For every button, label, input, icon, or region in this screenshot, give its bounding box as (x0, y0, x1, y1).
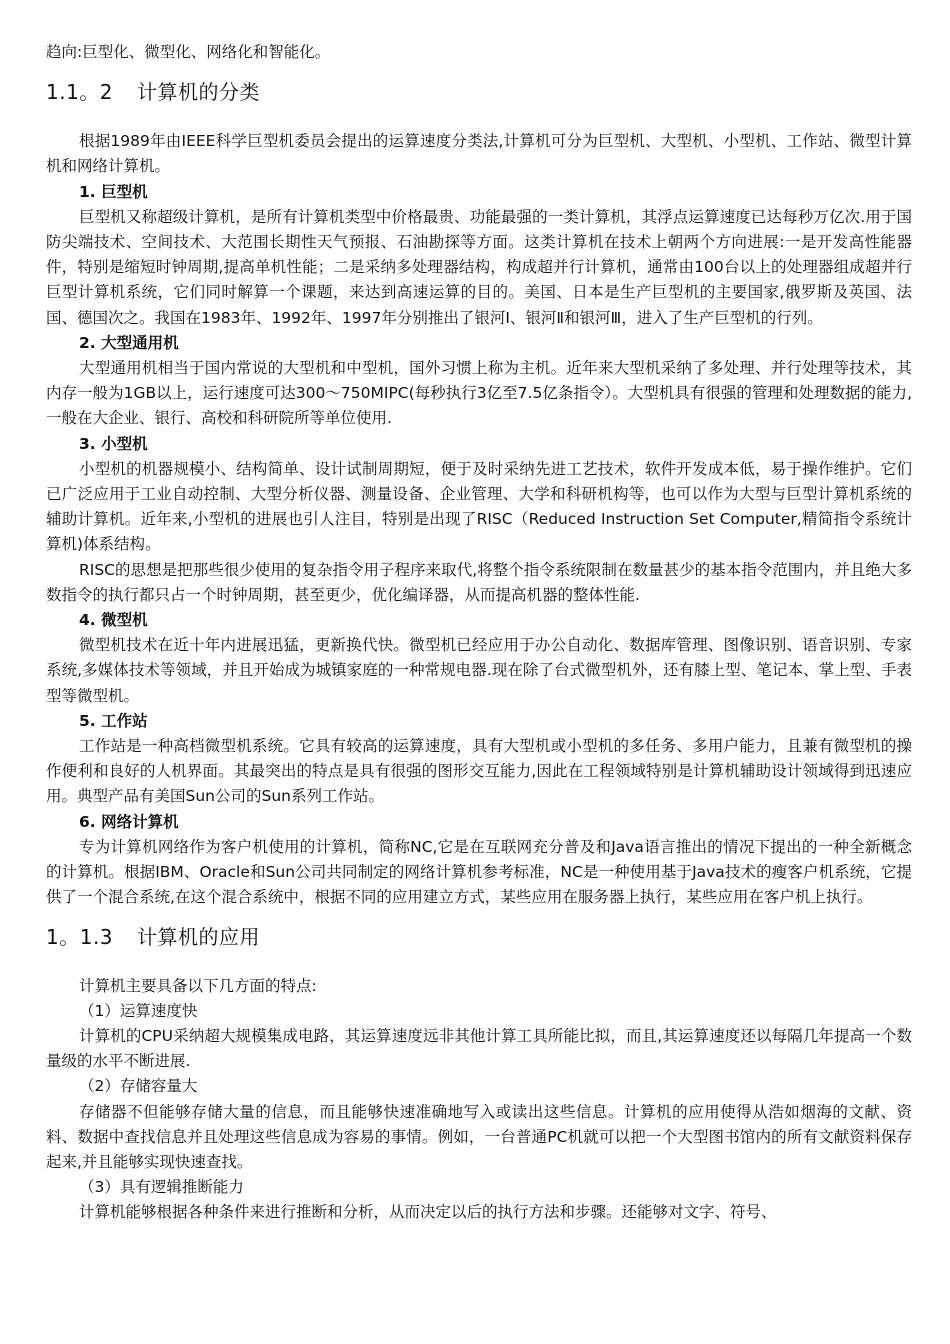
paragraph-network-computer: 专为计算机网络作为客户机使用的计算机，简称NC,它是在互联网充分普及和Java语言推出的情况下提出的一种全新概念的计算机。根据IBM、Oracle和Sun公司共同制定的网络计算机参考标准，NC是一种使用基于Java技术的瘦客户机系统，它提供了一个混合系统,在这个混合系统中，根据不同的应用建立方式，某些应用在服务器上执行，某些应用在客户机上执行。 (46, 837, 912, 907)
section-heading-1-1-3 (46, 924, 912, 950)
top-line: 趋向:巨型化、微型化、网络化和智能化。 (46, 43, 331, 61)
subheading-microcomputer: 4. 微型机 (79, 611, 148, 630)
subheading-supercomputer: 1. 巨型机 (79, 182, 148, 201)
section-number: 1。1.3 (46, 924, 114, 949)
section-heading-1-1-2 (46, 79, 912, 105)
paragraph-storage: 存储器不但能够存储大量的信息，而且能够快速准确地写入或读出这些信息。计算机的应用使得从浩如烟海的文献、资料、数据中查找信息并且处理这些信息成为容易的事情。例如，一台普通PC机就可以把一个大型图书馆内的所有文献资料保存起来,并且能够实现快速查找。 (46, 1102, 912, 1171)
subheading-minicomputer: 3. 小型机 (79, 434, 148, 453)
section-number: 1.1。2 (46, 80, 114, 105)
paragraph-mainframe: 大型通用机相当于国内常说的大型机和中型机，国外习惯上称为主机。近年来大型机采纳了多处理、并行处理等技术，其内存一般为1GB以上，运行速度可达300～750MIPC(每秒执行3亿至7.5亿条指令）。大型机具有很强的管理和处理数据的能力,一般在大企业、银行、高校和科研院所等单位使用. (46, 359, 912, 428)
paragraph-minicomputer: 小型机的机器规模小、结构简单、设计试制周期短，便于及时采纳先进工艺技术，软件开发成本低，易于操作维护。它们已广泛应用于工业自动控制、大型分析仪器、测量设备、企业管理、大学和科研机构等，也可以作为大型与巨型计算机系统的辅助计算机。近年来,小型机的进展也引人注目，特别是出现了RISC（Reduced Instruction Set Computer,精简指令系统计算机)体系结构。 (46, 459, 912, 554)
section-title: 计算机的分类 (137, 80, 261, 105)
paragraph-risc: RISC的思想是把那些很少使用的复杂指令用子程序来取代,将整个指令系统限制在数量甚少的基本指令范围内，并且绝大多数指令的执行都只占一个时钟周期，甚至更少，优化编译器，从而提高机器的整体性能. (46, 560, 912, 604)
subheading-mainframe: 2. 大型通用机 (79, 333, 179, 352)
paragraph-microcomputer: 微型机技术在近十年内进展迅猛，更新换代快。微型机已经应用于办公自动化、数据库管理、图像识别、语音识别、专家系统,多媒体技术等领域，并且开始成为城镇家庭的一种常规电器.现在除了台式微型机外，还有膝上型、笔记本、掌上型、手表型等微型机。 (46, 636, 912, 705)
paragraph-supercomputer: 巨型机又称超级计算机，是所有计算机类型中价格最贵、功能最强的一类计算机，其浮点运算速度已达每秒万亿次.用于国防尖端技术、空间技术、大范围长期性天气预报、石油勘探等方面。这类计算机在技术上朝两个方向进展:一是开发高性能器件，特别是缩短时钟周期,提高单机性能；二是采纳多处理器结构，构成超并行计算机，通常由100台以上的处理器组成超并行巨型计算机系统，它们同时解算一个课题，来达到高速运算的目的。美国、日本是生产巨型机的主要国家,俄罗斯及英国、法国、德国次之。我国在1983年、1992年、1997年分别推出了银河Ⅰ、银河Ⅱ和银河Ⅲ，进入了生产巨型机的行列。 (46, 207, 912, 327)
paragraph-logic: 计算机能够根据各种条件来进行推断和分析，从而决定以后的执行方法和步骤。还能够对文字、符号、 (79, 1203, 777, 1222)
subheading-network-computer: 6. 网络计算机 (79, 812, 179, 831)
subheading-workstation: 5. 工作站 (79, 711, 148, 730)
paragraph-workstation: 工作站是一种高档微型机系统。它具有较高的运算速度，具有大型机或小型机的多任务、多用户能力，且兼有微型机的操作便利和良好的人机界面。其最突出的特点是具有很强的图形交互能力,因此在工程领域特别是计算机辅助设计领域得到迅速应用。典型产品有美国Sun公司的Sun系列工作站。 (46, 737, 912, 806)
item-heading-speed: （1）运算速度快 (79, 1001, 198, 1020)
section-title: 计算机的应用 (137, 924, 261, 949)
item-heading-storage: （2）存储容量大 (79, 1077, 198, 1096)
section-intro-paragraph: 根据1989年由IEEE科学巨型机委员会提出的运算速度分类法,计算机可分为巨型机、大型机、小型机、工作站、微型计算机和网络计算机。 (46, 132, 912, 176)
paragraph-speed: 计算机的CPU采纳超大规模集成电路，其运算速度远非其他计算工具所能比拟，而且,其运算速度还以每隔几年提高一个数量级的水平不断进展. (46, 1026, 912, 1071)
section-intro-paragraph: 计算机主要具备以下几方面的特点: (79, 976, 317, 995)
item-heading-logic: （3）具有逻辑推断能力 (79, 1178, 244, 1197)
